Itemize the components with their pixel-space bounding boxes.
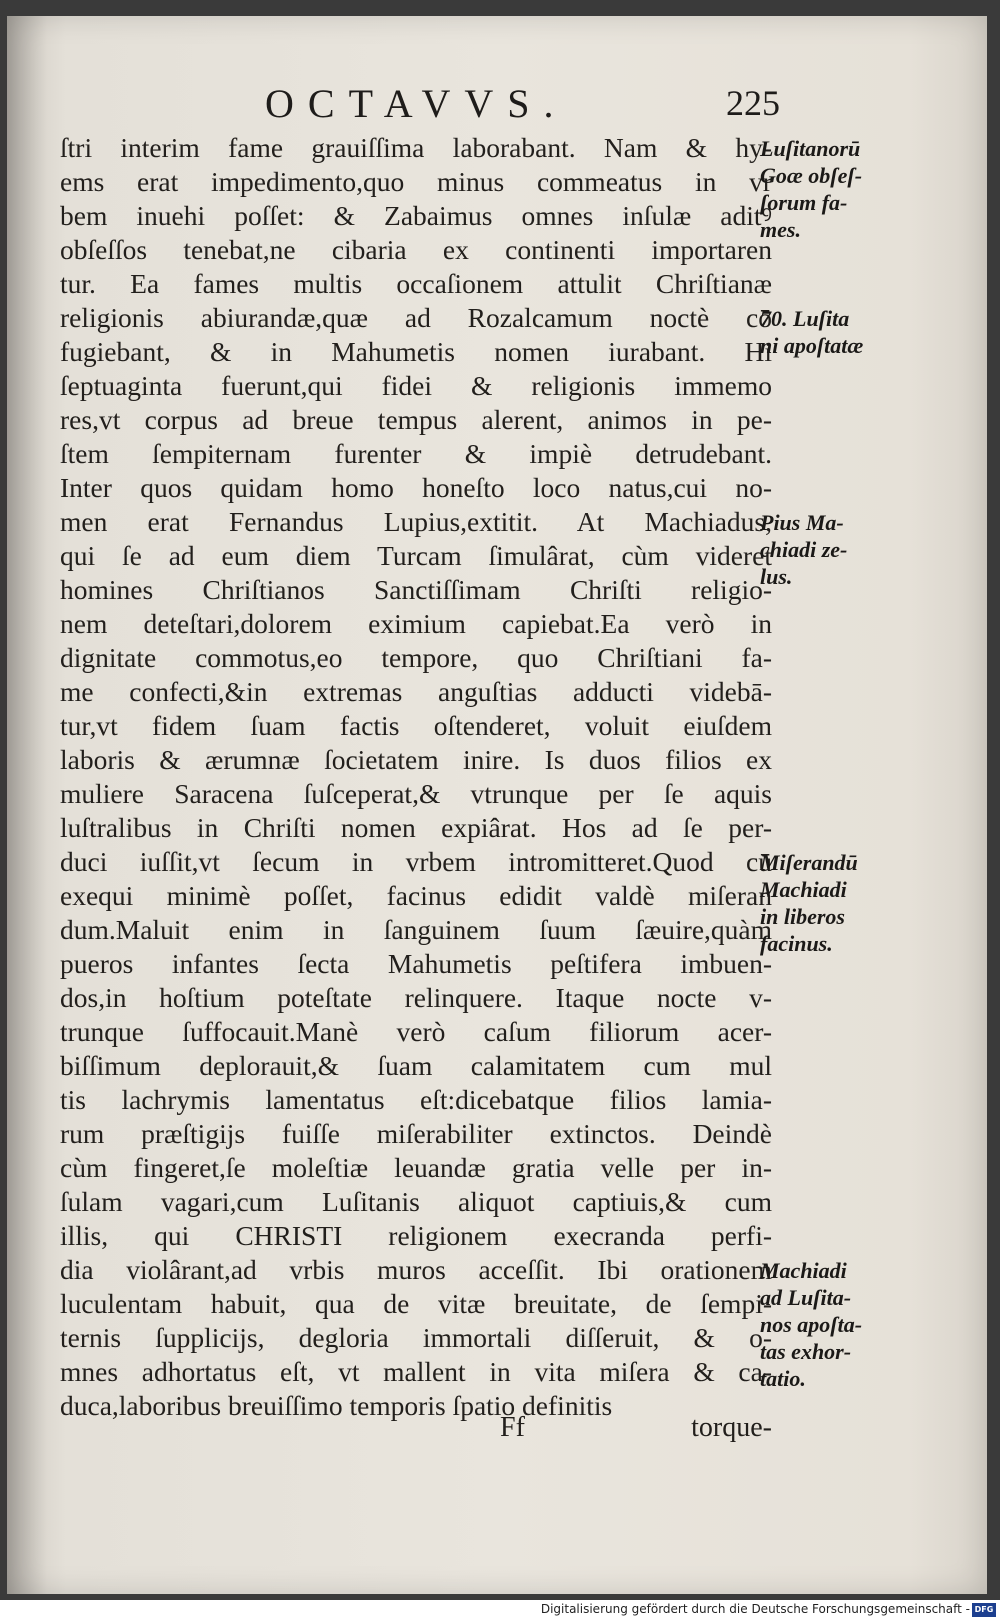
signature-mark: Ff (500, 1412, 525, 1443)
gutter-shadow (7, 16, 47, 1594)
text-line: pueros infantes ſecta Mahumetis peſtifera imbuen- (60, 948, 772, 979)
margin-note-line: Miſerandū (760, 850, 858, 875)
text-line: homines Chriſtianos Sanctiſſimam Chriſti religio- (60, 574, 772, 605)
text-line: dum.Maluit enim in ſanguinem ſuum ſæuire,quàm (60, 914, 772, 945)
margin-note (760, 305, 910, 359)
text-line: rum præſtigijs fuiſſe miſerabiliter extinctos. Deindè (60, 1118, 772, 1149)
margin-note-line: facinus. (760, 931, 833, 956)
body-text (60, 131, 772, 1423)
text-line: bem inuehi poſſet: & Zabaimus omnes inſulæ aditꝰ (60, 200, 772, 231)
margin-note-line: ad Luſita- (760, 1285, 852, 1310)
running-head: OCTAVVS. (265, 81, 568, 126)
text-line: ſtri interim fame grauiſſima laborabant. Nam & hy- (60, 132, 772, 163)
margin-note-line: mes. (760, 217, 801, 242)
margin-note-line: nos apoſta- (760, 1312, 863, 1337)
text-line: luculentam habuit, qua de vitæ breuitate, de ſempi- (60, 1288, 772, 1319)
text-line: res,vt corpus ad breue tempus alerent, animos in pe- (60, 404, 772, 435)
text-line: tis lachrymis lamentatus eſt:dicebatque filios lamia- (60, 1084, 772, 1115)
text-line: cùm fingeret,ſe moleſtiæ leuandæ gratia velle per in- (60, 1152, 772, 1183)
text-line: ems erat impedimento,quo minus commeatus in vr (60, 166, 772, 197)
text-line: dia violârant,ad vrbis muros acceſſit. Ibi orationem (60, 1254, 772, 1285)
margin-note-line: Pius Ma- (760, 510, 844, 535)
text-line: ſeptuaginta fuerunt,qui fidei & religionis immemo (60, 370, 772, 401)
margin-note-line: in liberos (760, 904, 845, 929)
text-line: men erat Fernandus Lupius,extitit. At Machiadus, (60, 506, 772, 537)
text-line: Inter quos quidam homo honeſto loco natus,cui no- (60, 472, 772, 503)
funding-credit: Digitalisierung gefördert durch die Deutsche Forschungsgemeinschaft - (540, 1602, 970, 1616)
text-line: ſulam vagari,cum Luſitanis aliquot captiuis,& cum (60, 1186, 772, 1217)
margin-note-line: ni apoſtatæ (760, 333, 864, 358)
margin-note-line: tas exhor- (760, 1339, 852, 1364)
text-line: tur. Ea fames multis occaſionem attulit Chriſtianæ (60, 268, 772, 299)
margin-note-line: lus. (760, 564, 793, 589)
credit-bar (0, 1600, 1000, 1621)
dfg-logo: DFG (972, 1603, 996, 1617)
margin-note-line: ſorum fa- (760, 190, 848, 215)
text-line: biſſimum deplorauit,& ſuam calamitatem cum mul (60, 1050, 772, 1081)
text-line: nem deteſtari,dolorem eximium capiebat.Ea verò in (60, 608, 772, 639)
text-line: me confecti,&in extremas anguſtias adducti videbā- (60, 676, 772, 707)
text-line: muliere Saracena ſuſceperat,& vtrunque per ſe aquis (60, 778, 772, 809)
catchword: torque- (691, 1412, 772, 1443)
text-line: duci iuſſit,vt ſecum in vrbem intromitteret.Quod cū (60, 846, 772, 877)
page-footer (60, 1412, 772, 1452)
text-line: religionis abiurandæ,quæ ad Rozalcamum noctè cō (60, 302, 772, 333)
text-line: dos,in hoſtium poteſtate relinquere. Itaque nocte v- (60, 982, 772, 1013)
text-line: qui ſe ad eum diem Turcam ſimulârat, cùm videret (60, 540, 772, 571)
text-line: duca,laboribus breuiſſimo temporis ſpatio definitis (60, 1390, 613, 1421)
text-line: luſtralibus in Chriſti nomen expiârat. Hos ad ſe per- (60, 812, 772, 843)
text-line: obſeſſos tenebat,ne cibaria ex continenti importaren (60, 234, 772, 265)
margin-note-line: Machiadi (760, 877, 847, 902)
margin-note-line: 70. Luſita (760, 306, 850, 331)
text-line: trunque ſuffocauit.Manè verò caſum filiorum acer- (60, 1016, 772, 1047)
margin-note (760, 1257, 910, 1392)
text-line: ternis ſupplicijs, degloria immortali diſſeruit, & o- (60, 1322, 772, 1353)
text-line: dignitate commotus,eo tempore, quo Chriſtiani fa- (60, 642, 772, 673)
text-line: tur,vt fidem ſuam factis oſtenderet, voluit eiuſdem (60, 710, 772, 741)
margin-note (760, 849, 910, 957)
margin-note-line: Luſitanorū (760, 136, 861, 161)
margin-note (760, 509, 910, 590)
margin-note (760, 135, 910, 243)
margin-note-line: chiadi ze- (760, 537, 848, 562)
text-line: mnes adhortatus eſt, vt mallent in vita miſera & ca- (60, 1356, 772, 1387)
margin-note-line: tatio. (760, 1366, 806, 1391)
margin-note-line: Machiadi (760, 1258, 847, 1283)
text-line: fugiebant, & in Mahumetis nomen iurabant. Hi (60, 336, 772, 367)
text-line: illis, qui CHRISTI religionem execranda perfi- (60, 1220, 772, 1251)
page-header (60, 80, 780, 130)
page-number: 225 (726, 83, 780, 123)
margin-note-line: Goæ obſeſ- (760, 163, 863, 188)
text-line: exequi minimè poſſet, facinus edidit valdè miſeran (60, 880, 772, 911)
text-line: laboris & ærumnæ ſocietatem inire. Is duos filios ex (60, 744, 772, 775)
text-line: ſtem ſempiternam furenter & impiè detrudebant. (60, 438, 772, 469)
